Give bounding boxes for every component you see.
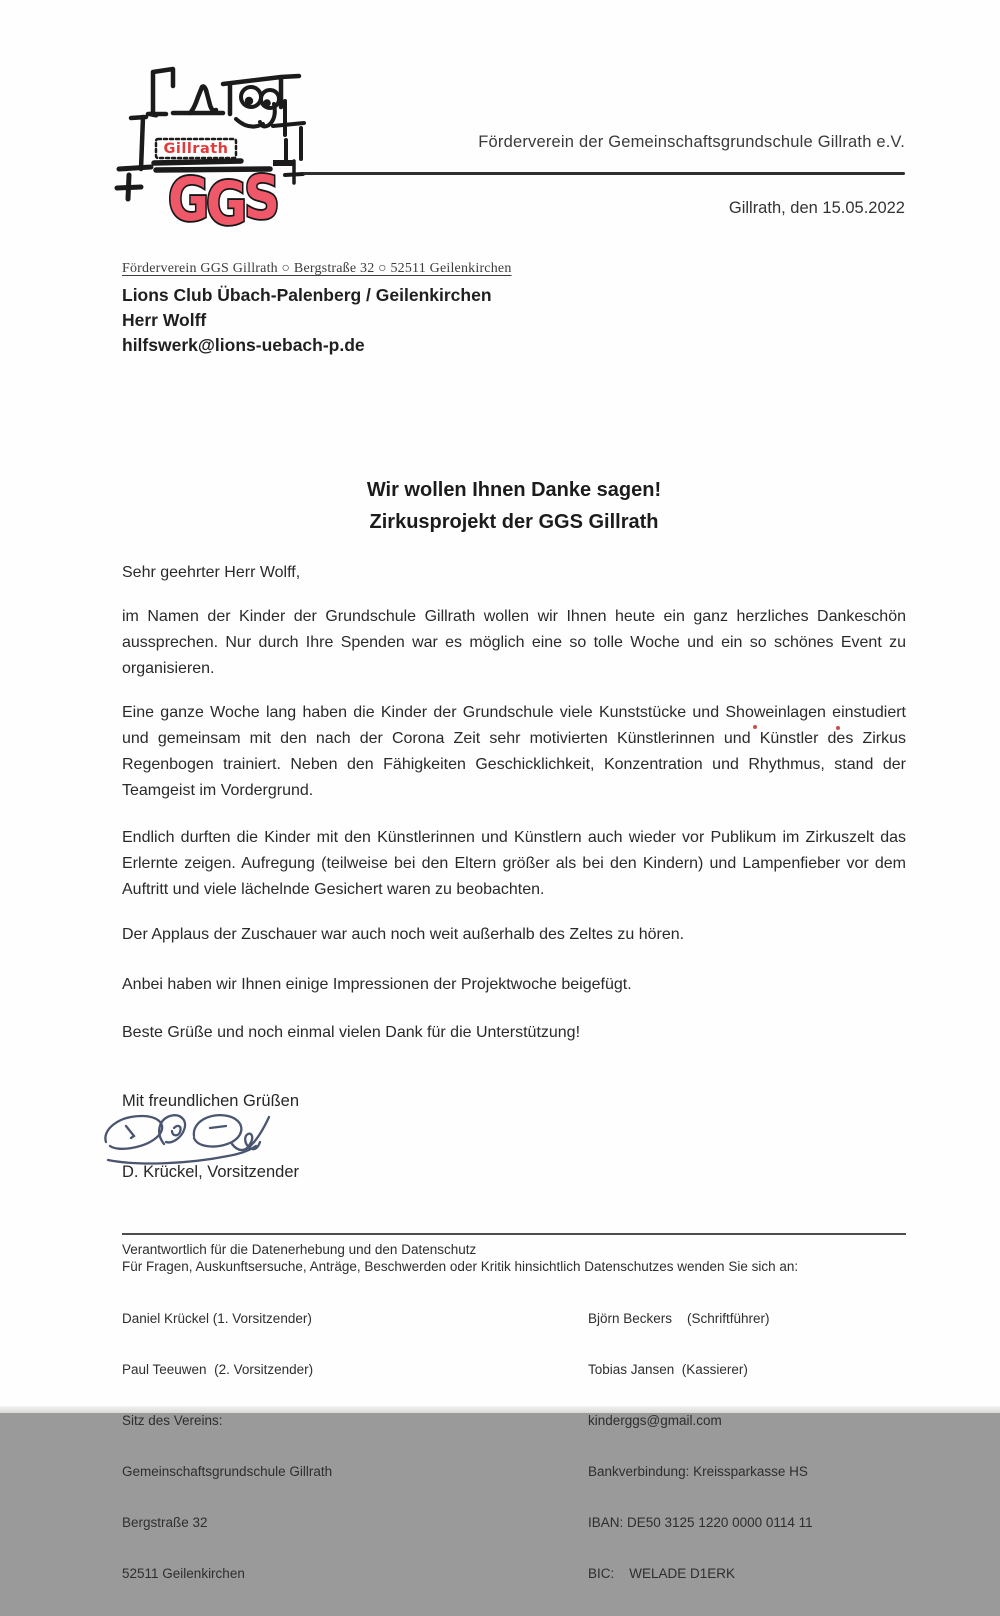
handwritten-signature <box>98 1108 278 1170</box>
footer-chairman-2: Paul Teeuwen (2. Vorsitzender) <box>122 1362 314 1377</box>
footer-city: 52511 Geilenkirchen <box>122 1566 245 1581</box>
paragraph-1: im Namen der Kinder der Grundschule Gillrath wollen wir Ihnen heute ein ganz herzliches Dankeschön aussprechen. Nur durch Ihre Spenden war es möglich eine so tolle Woche und ein so schönes Event zu organisieren. <box>122 608 906 677</box>
subject-line-2: Zirkusprojekt der GGS Gillrath <box>369 511 659 533</box>
ggs-train-logo <box>113 57 305 240</box>
footer-seat-label: Sitz des Vereins: <box>122 1413 223 1428</box>
footer-left-column <box>122 1276 332 1616</box>
red-mark-1 <box>753 725 757 729</box>
paragraph-6: Beste Grüße und noch einmal vielen Dank für die Unterstützung! <box>122 1024 581 1041</box>
org-name: Förderverein der Gemeinschaftsgrundschule Gillrath e.V. <box>478 133 905 151</box>
recipient-email: hilfswerk@lions-uebach-p.de <box>122 335 365 355</box>
scan-edge-shadow <box>0 1406 1000 1413</box>
paragraph-3: Endlich durften die Kinder mit den Künstlerinnen und Künstlern auch wieder vor Publikum im Zirkuszelt das Erlernte zeigen. Aufregung (teilweise bei den Eltern größer als bei den Kindern) und Lampenfieber vor dem Auftritt und viele lächelnde Gesichert waren zu beobachten. <box>122 829 906 898</box>
footer-right-column <box>588 1276 813 1616</box>
return-address-line: Förderverein GGS Gillrath ○ Bergstraße 32 ○ 52511 Geilenkirchen <box>122 261 512 276</box>
subject-line-1: Wir wollen Ihnen Danke sagen! <box>366 479 662 501</box>
recipient-block <box>122 283 492 358</box>
train-logo-drawing <box>113 57 305 240</box>
logo-plate-text: Gillrath <box>163 141 229 157</box>
subject-block <box>122 474 906 538</box>
closing-greeting: Mit freundlichen Grüßen <box>122 1092 299 1110</box>
paragraph-4: Der Applaus der Zuschauer war auch noch weit außerhalb des Zeltes zu hören. <box>122 926 685 943</box>
footer-subheading: Für Fragen, Auskunftsersuche, Anträge, Beschwerden oder Kritik hinsichtlich Datenschutzes wenden Sie sich an: <box>122 1259 799 1274</box>
footer-heading: Verantwortlich für die Datenerhebung und den Datenschutz <box>122 1242 477 1257</box>
footer-iban: IBAN: DE50 3125 1220 0000 0114 11 <box>588 1515 813 1530</box>
paragraph-5: Anbei haben wir Ihnen einige Impressionen der Projektwoche beigefügt. <box>122 976 632 993</box>
footer-chairman-1: Daniel Krückel (1. Vorsitzender) <box>122 1311 312 1326</box>
footer-secretary: Björn Beckers (Schriftführer) <box>588 1311 770 1326</box>
logo-ggs-letters: GGS <box>168 163 281 240</box>
footer-treasurer: Tobias Jansen (Kassierer) <box>588 1362 748 1377</box>
footer-school-name: Gemeinschaftsgrundschule Gillrath <box>122 1464 333 1479</box>
signer-name: D. Krückel, Vorsitzender <box>122 1163 299 1181</box>
letterhead-rule <box>303 172 905 175</box>
footer-rule <box>122 1233 906 1235</box>
footer-street: Bergstraße 32 <box>122 1515 208 1530</box>
red-mark-2 <box>836 726 840 730</box>
footer-bank: Bankverbindung: Kreissparkasse HS <box>588 1464 808 1479</box>
recipient-person: Herr Wolff <box>122 310 207 330</box>
date-line: Gillrath, den 15.05.2022 <box>728 199 905 217</box>
recipient-org: Lions Club Übach-Palenberg / Geilenkirchen <box>122 285 492 305</box>
footer-email: kinderggs@gmail.com <box>588 1413 722 1428</box>
paragraph-2: Eine ganze Woche lang haben die Kinder der Grundschule viele Kunststücke und Showeinlagen einstudiert und gemeinsam mit den nach der Corona Zeit sehr motivierten Künstlerinnen und Künstler des Zirkus Regenbogen trainiert. Neben den Fähigkeiten Geschicklichkeit, Konzentration und Rhythmus, stand der Teamgeist im Vordergrund. <box>122 704 906 799</box>
footer-bic: BIC: WELADE D1ERK <box>588 1566 736 1581</box>
salutation: Sehr geehrter Herr Wolff, <box>122 564 301 581</box>
